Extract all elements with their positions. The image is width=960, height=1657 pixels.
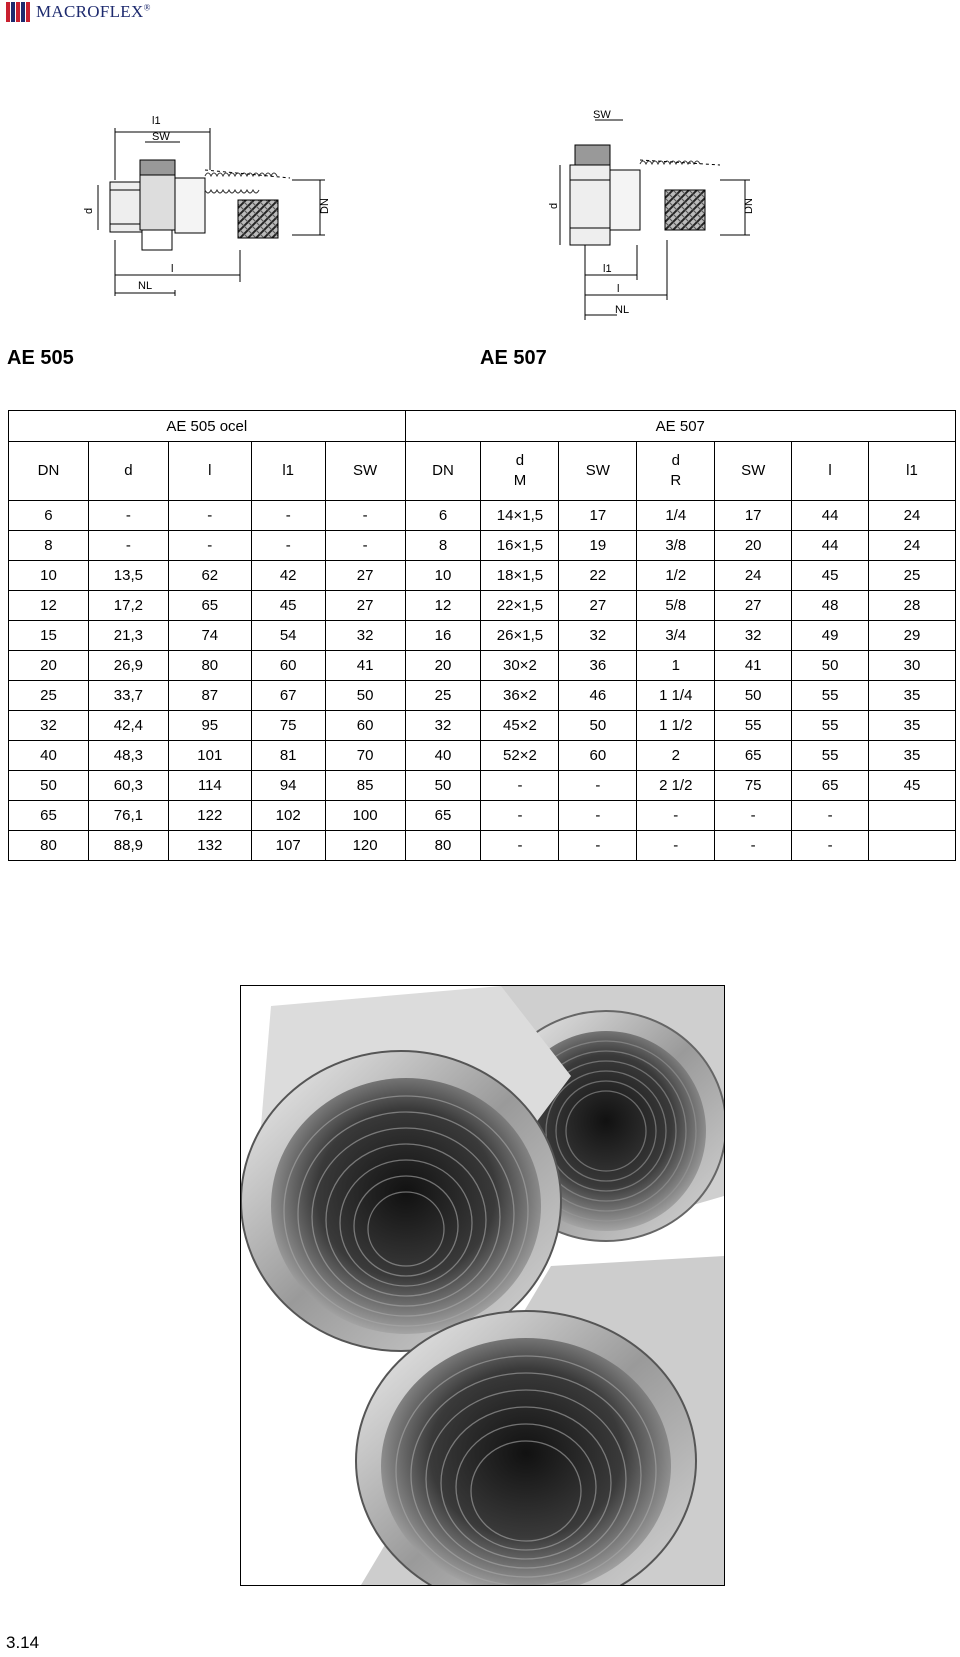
table-cell: 48,3 [88, 741, 168, 771]
table-cell: 32 [405, 711, 481, 741]
table-cell: - [715, 831, 792, 861]
table-cell: 60 [559, 741, 637, 771]
table-cell: 44 [792, 531, 869, 561]
table-cell: 12 [405, 591, 481, 621]
table-cell: - [88, 531, 168, 561]
table-cell: 24 [715, 561, 792, 591]
table-row [9, 801, 956, 831]
table-cell: 29 [869, 621, 956, 651]
table-cell: 80 [405, 831, 481, 861]
table-cell: 25 [869, 561, 956, 591]
table-cell: - [481, 831, 559, 861]
table-cell: 3/8 [637, 531, 715, 561]
table-cell: 35 [869, 711, 956, 741]
table-cell: 27 [325, 561, 405, 591]
table-row [9, 621, 956, 651]
table-cell: 1/4 [637, 501, 715, 531]
table-cell: 85 [325, 771, 405, 801]
table-cell: 107 [251, 831, 325, 861]
svg-text:l: l [617, 283, 620, 295]
svg-text:SW: SW [593, 110, 611, 121]
table-cell: 54 [251, 621, 325, 651]
table-cell: 26×1,5 [481, 621, 559, 651]
table-cell: 19 [559, 531, 637, 561]
table-cell: 6 [9, 501, 89, 531]
table-cell: 30×2 [481, 651, 559, 681]
table-cell: - [251, 531, 325, 561]
svg-text:DN: DN [743, 198, 755, 214]
table-cell: 27 [715, 591, 792, 621]
table-cell: 75 [251, 711, 325, 741]
table-cell: 33,7 [88, 681, 168, 711]
col-header: SW [559, 442, 637, 501]
table-cell: 65 [168, 591, 251, 621]
table-cell: 10 [9, 561, 89, 591]
table-cell: 3/4 [637, 621, 715, 651]
table-cell: 50 [559, 711, 637, 741]
table-cell: 65 [405, 801, 481, 831]
table-column-header [9, 442, 956, 501]
col-header: DN [9, 442, 89, 501]
table-cell: 50 [325, 681, 405, 711]
table-cell: 15 [9, 621, 89, 651]
col-header: l1 [869, 442, 956, 501]
hose-photo [240, 985, 725, 1586]
table-cell: 102 [251, 801, 325, 831]
table-cell: 50 [792, 651, 869, 681]
table-cell: 45 [251, 591, 325, 621]
table-cell: 45×2 [481, 711, 559, 741]
table-cell: 80 [168, 651, 251, 681]
table-cell: 65 [715, 741, 792, 771]
table-cell: 1 1/2 [637, 711, 715, 741]
table-cell: 80 [9, 831, 89, 861]
table-cell: - [325, 501, 405, 531]
table-cell: 50 [715, 681, 792, 711]
table-cell: 55 [792, 711, 869, 741]
table-row [9, 531, 956, 561]
table-cell: - [559, 831, 637, 861]
dimension-table [8, 410, 956, 861]
table-cell: 22×1,5 [481, 591, 559, 621]
table-cell: 48 [792, 591, 869, 621]
table-cell: 122 [168, 801, 251, 831]
table-cell: 30 [869, 651, 956, 681]
table-cell: 20 [9, 651, 89, 681]
table-cell: 95 [168, 711, 251, 741]
table-cell: 87 [168, 681, 251, 711]
table-cell: 120 [325, 831, 405, 861]
table-cell: 21,3 [88, 621, 168, 651]
table-cell: 70 [325, 741, 405, 771]
table-cell: 2 1/2 [637, 771, 715, 801]
table-cell: - [637, 801, 715, 831]
table-cell: 17,2 [88, 591, 168, 621]
table-cell: 1 [637, 651, 715, 681]
svg-text:l: l [171, 263, 174, 275]
table-cell: 55 [715, 711, 792, 741]
table-cell: - [481, 771, 559, 801]
table-cell: 67 [251, 681, 325, 711]
table-cell: 101 [168, 741, 251, 771]
table-cell: 114 [168, 771, 251, 801]
col-header: d R [637, 442, 715, 501]
table-cell: 50 [9, 771, 89, 801]
table-row [9, 561, 956, 591]
svg-text:d: d [548, 202, 560, 209]
table-cell: 75 [715, 771, 792, 801]
table-row [9, 501, 956, 531]
table-cell: 45 [869, 771, 956, 801]
table-cell: 42 [251, 561, 325, 591]
table-cell: 62 [168, 561, 251, 591]
table-cell: 36 [559, 651, 637, 681]
table-cell: 50 [405, 771, 481, 801]
table-cell: 26,9 [88, 651, 168, 681]
table-cell: 13,5 [88, 561, 168, 591]
table-cell: 17 [715, 501, 792, 531]
svg-text:SW: SW [152, 131, 170, 143]
table-cell: 25 [405, 681, 481, 711]
svg-text:DN: DN [319, 198, 331, 214]
col-header: SW [325, 442, 405, 501]
table-cell: - [168, 531, 251, 561]
table-row [9, 831, 956, 861]
table-cell: - [559, 771, 637, 801]
table-cell: 46 [559, 681, 637, 711]
table-cell: 76,1 [88, 801, 168, 831]
table-cell: 60 [251, 651, 325, 681]
table-cell: 20 [405, 651, 481, 681]
table-cell: - [715, 801, 792, 831]
table-cell: 17 [559, 501, 637, 531]
table-cell: 35 [869, 741, 956, 771]
table-cell: 20 [715, 531, 792, 561]
col-header: d M [481, 442, 559, 501]
table-cell: - [251, 501, 325, 531]
group-ae505: AE 505 ocel [9, 411, 406, 442]
table-cell: 52×2 [481, 741, 559, 771]
col-header: l [792, 442, 869, 501]
table-cell: 12 [9, 591, 89, 621]
logo-mark-icon [6, 2, 32, 22]
table-cell: 45 [792, 561, 869, 591]
table-cell: 132 [168, 831, 251, 861]
table-cell: - [792, 831, 869, 861]
table-cell: 35 [869, 681, 956, 711]
table-cell: 22 [559, 561, 637, 591]
table-cell: - [637, 831, 715, 861]
col-header: d [88, 442, 168, 501]
table-cell: 60,3 [88, 771, 168, 801]
table-cell [869, 801, 956, 831]
table-cell: 65 [792, 771, 869, 801]
ae505-title: AE 505 [7, 347, 74, 369]
table-cell: 16 [405, 621, 481, 651]
svg-text:NL: NL [138, 280, 153, 292]
table-cell: - [88, 501, 168, 531]
table-cell: - [481, 801, 559, 831]
table-cell: 100 [325, 801, 405, 831]
table-cell: 25 [9, 681, 89, 711]
table-cell: 24 [869, 501, 956, 531]
table-cell: 27 [559, 591, 637, 621]
table-cell: 44 [792, 501, 869, 531]
table-cell: 49 [792, 621, 869, 651]
table-row [9, 651, 956, 681]
table-row [9, 741, 956, 771]
corrugated-hose-image [241, 986, 724, 1585]
brand-name: MACROFLEX® [36, 2, 151, 21]
table-cell: 32 [9, 711, 89, 741]
table-cell: 55 [792, 741, 869, 771]
table-group-header [9, 411, 956, 442]
table-cell: - [559, 801, 637, 831]
svg-text:l1: l1 [603, 263, 612, 275]
table-cell: 74 [168, 621, 251, 651]
table-row [9, 591, 956, 621]
page-number: 3.14 [6, 1633, 40, 1652]
table-cell: 81 [251, 741, 325, 771]
ae507-drawing [545, 110, 785, 325]
table-cell: 60 [325, 711, 405, 741]
table-cell: 32 [325, 621, 405, 651]
table-cell: 65 [9, 801, 89, 831]
table-cell: 1 1/4 [637, 681, 715, 711]
table-body [9, 501, 956, 861]
table-cell: 10 [405, 561, 481, 591]
table-cell: - [325, 531, 405, 561]
table-cell: 8 [405, 531, 481, 561]
col-header: SW [715, 442, 792, 501]
table-cell: 36×2 [481, 681, 559, 711]
table-row [9, 711, 956, 741]
table-cell: 41 [715, 651, 792, 681]
table-cell: 40 [405, 741, 481, 771]
table-cell: 27 [325, 591, 405, 621]
col-header: l [168, 442, 251, 501]
table-cell: 14×1,5 [481, 501, 559, 531]
table-cell: 94 [251, 771, 325, 801]
table-cell: 88,9 [88, 831, 168, 861]
table-cell: 8 [9, 531, 89, 561]
group-ae507: AE 507 [405, 411, 955, 442]
table-cell: 28 [869, 591, 956, 621]
table-cell: 16×1,5 [481, 531, 559, 561]
table-cell: 32 [715, 621, 792, 651]
table-row [9, 771, 956, 801]
table-cell: 32 [559, 621, 637, 651]
table-cell: - [792, 801, 869, 831]
svg-text:l1: l1 [152, 115, 161, 127]
col-header: DN [405, 442, 481, 501]
table-cell: 5/8 [637, 591, 715, 621]
table-cell: 6 [405, 501, 481, 531]
table-cell: 18×1,5 [481, 561, 559, 591]
table-cell: 55 [792, 681, 869, 711]
col-header: l1 [251, 442, 325, 501]
table-cell: 42,4 [88, 711, 168, 741]
table-cell: - [168, 501, 251, 531]
svg-text:NL: NL [615, 304, 630, 316]
brand-logo [6, 2, 151, 22]
table-cell [869, 831, 956, 861]
table-cell: 41 [325, 651, 405, 681]
table-cell: 2 [637, 741, 715, 771]
table-cell: 40 [9, 741, 89, 771]
ae507-title: AE 507 [480, 347, 547, 369]
table-row [9, 681, 956, 711]
table-cell: 1/2 [637, 561, 715, 591]
svg-text:d: d [83, 207, 95, 214]
table-cell: 24 [869, 531, 956, 561]
ae505-drawing [80, 110, 350, 315]
